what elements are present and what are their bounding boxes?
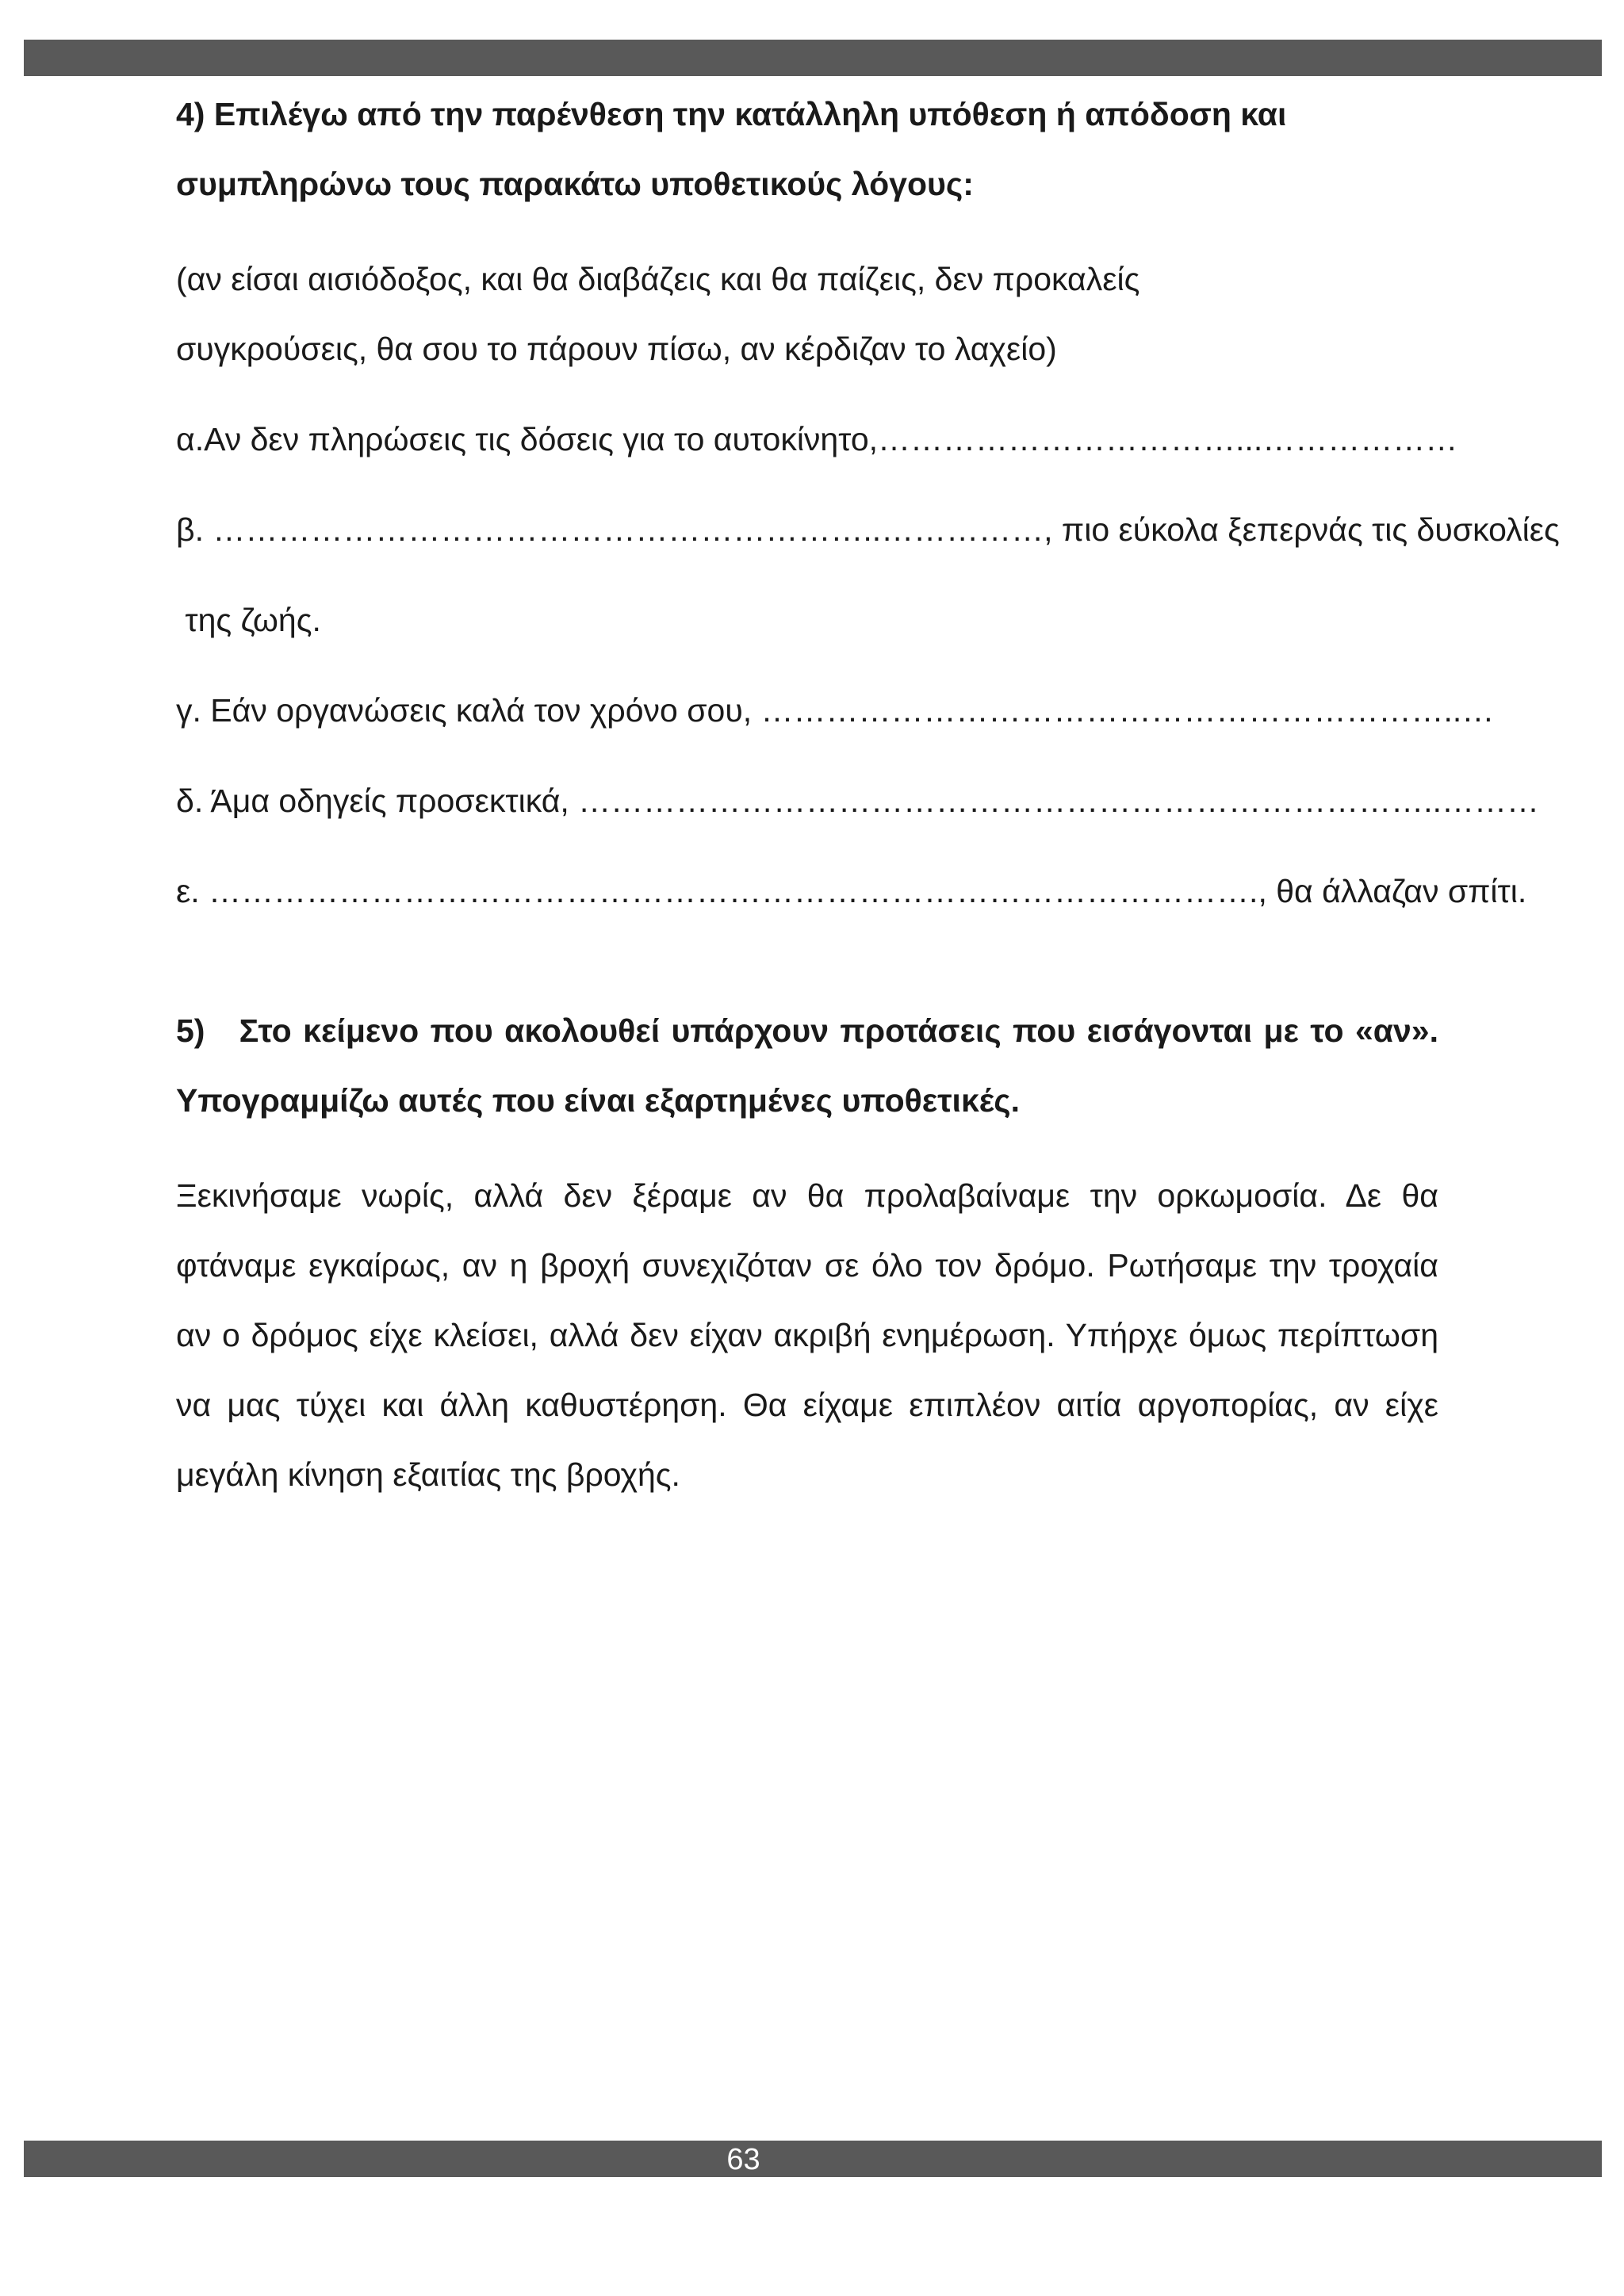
exercise-4-item-b-continued: της ζωής. [176,602,321,638]
page-content [176,79,1560,1510]
exercise-4-item-e: ε. ……………………………………………………………………………………., θα άλλαζαν σπίτι. [176,873,1527,909]
exercise-4-options-line-2: συγκρούσεις, θα σου το πάρουν πίσω, αν κέρδιζαν το λαχείο) [176,331,1057,367]
exercise-4-item-b: β. ……………………………………………………..……………, πιο εύκολα ξεπερνάς τις δυσκολίες [176,511,1560,548]
exercise-4-heading: 4) Επιλέγω από την παρένθεση την κατάλληλη υπόθεση ή απόδοση και συμπληρώνω τους παρακάτω υποθετικούς λόγους: [176,96,1287,202]
exercise-5-text: Ξεκινήσαμε νωρίς, αλλά δεν ξέραμε αν θα προλαβαίναμε την ορκωμοσία. Δε θα φτάναμε εγκαίρως, αν η βροχή συνεχιζόταν σε όλο τον δρόμο. Ρωτήσαμε την τροχαία αν ο δρόμος είχε κλείσει, αλλά δεν είχαν ακριβή ενημέρωση. Υπήρχε όμως περίπτωση να μας τύχει και άλλη καθυστέρηση. Θα είχαμε επιπλέον αιτία αργοπορίας, αν είχε μεγάλη κίνηση εξαιτίας της βροχής. [176,1177,1438,1493]
exercise-4-options-line-1: (αν είσαι αισιόδοξος, και θα διαβάζεις και θα παίζεις, δεν προκαλείς [176,261,1140,297]
page-number: 63 [726,2143,760,2176]
exercise-4-item-a: α.Αν δεν πληρώσεις τις δόσεις για το αυτοκίνητο,……………………………...……………… [176,421,1458,457]
exercise-5-heading: 5) Στο κείμενο που ακολουθεί υπάρχουν προτάσεις που εισάγονται με το «αν». Υπογραμμίζω αυτές που είναι εξαρτημένες υποθετικές. [176,1012,1447,1119]
header-bar [24,40,1602,76]
exercise-4-item-c: γ. Εάν οργανώσεις καλά τον χρόνο σου, ………………………………………………………..… [176,692,1495,729]
exercise-4-item-d: δ. Άμα οδηγείς προσεκτικά, ……………………………………………………………………..……… [176,783,1539,819]
